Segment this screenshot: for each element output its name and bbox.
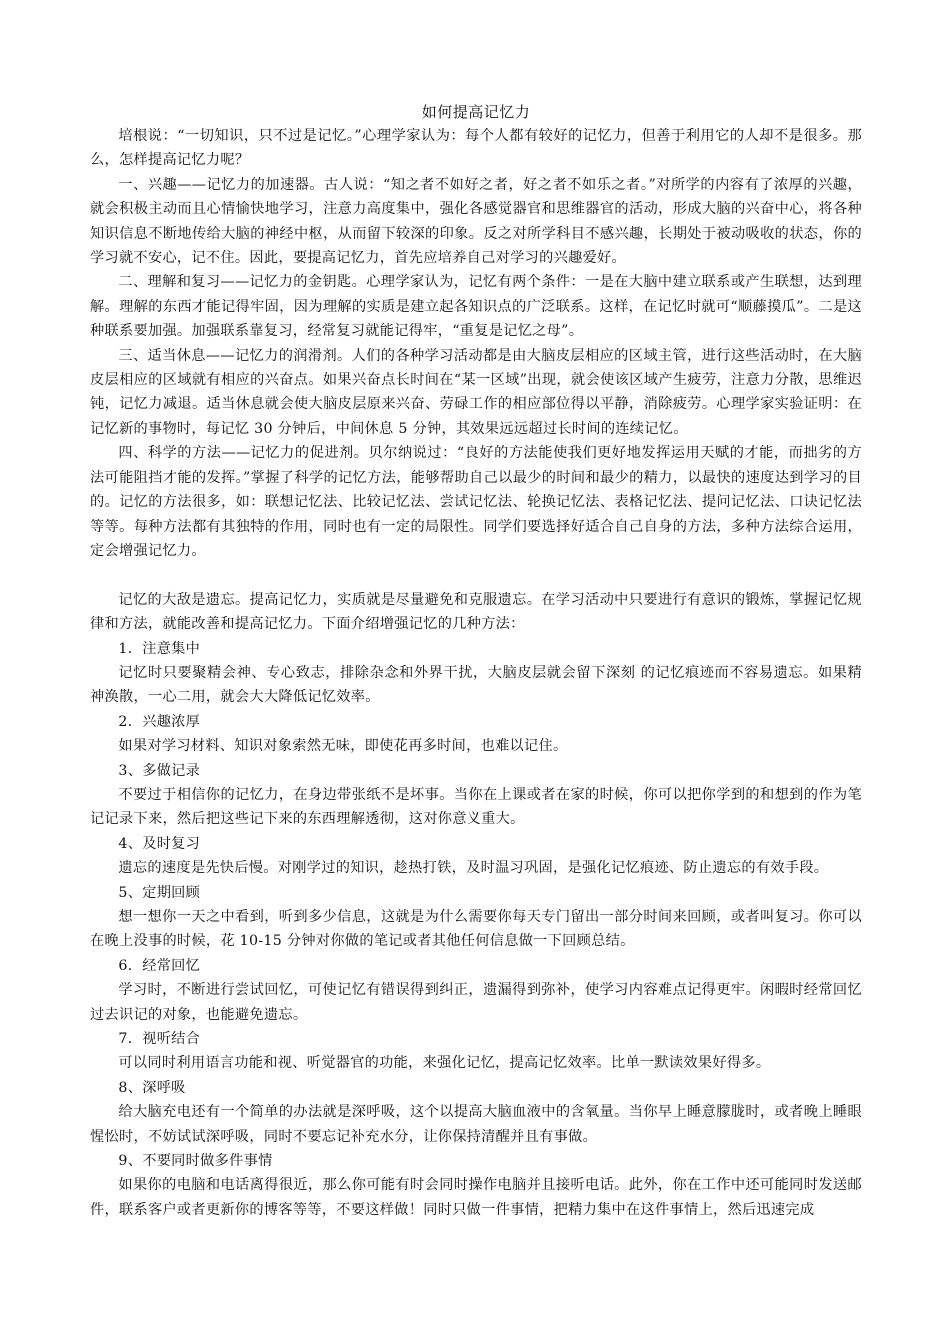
method-body: 可以同时利用语言功能和视、听觉器官的功能，来强化记忆，提高记忆效率。比单一默读效果好得多。 bbox=[118, 1055, 771, 1072]
method-body: 遗忘的速度是先快后慢。对刚学过的知识，趁热打铁，及时温习巩固，是强化记忆痕迹、防止遗忘的有效手段。 bbox=[118, 860, 829, 877]
method-body: 不要过于相信你的记忆力，在身边带张纸不是坏事。当你在上课或者在家的时候，你可以把你学到的和想到的作为笔记记录下来，然后把这些记下来的东西理解透彻，这对你意义重大。 bbox=[90, 786, 862, 828]
method-body: 记忆时只要聚精会神、专心致志，排除杂念和外界干扰，大脑皮层就会留下深刻 的记忆痕迹而不容易遗忘。如果精神涣散，一心二用，就会大大降低记忆效率。 bbox=[90, 664, 862, 706]
document-title: 如何提高记忆力 bbox=[421, 103, 531, 121]
method-heading: 8、深呼吸 bbox=[118, 1079, 186, 1096]
method-body: 想一想你一天之中看到，听到多少信息，这就是为什么需要你每天专门留出一部分时间来回顾，或者叫复习。你可以在晚上没事的时候，花 10-15 分钟对你做的笔记或者其他任何信息做一下回顾总结。 bbox=[90, 908, 862, 950]
section-interest: 一、兴趣——记忆力的加速器。古人说：“知之者不如好之者，好之者不如乐之者。”对所学的内容有了浓厚的兴趣，就会积极主动而且心情愉快地学习，注意力高度集中，强化各感觉器官和思维器官的活动，形成大脑的兴奋中心，将各种知识信息不断地传给大脑的神经中枢，从而留下较深的印象。反之对所学科目不感兴趣，长期处于被动吸收的状态，你的学习就不安心，记不住。因此，要提高记忆力，首先应培养自己对学习的兴趣爱好。 bbox=[90, 176, 862, 267]
method-body: 学习时，不断进行尝试回忆，可使记忆有错误得到纠正，遗漏得到弥补，使学习内容难点记得更牢。闲暇时经常回忆过去识记的对象，也能避免遗忘。 bbox=[90, 982, 862, 1023]
method-heading: 9、不要同时做多件事情 bbox=[118, 1153, 273, 1170]
method-heading: 2．兴趣浓厚 bbox=[118, 713, 201, 730]
section-rest: 三、适当休息——记忆力的润滑剂。人们的各种学习活动都是由大脑皮层相应的区域主管，进行这些活动时，在大脑皮层相应的区域就有相应的兴奋点。如果兴奋点长时间在“某一区域”出现，就会使该区域产生疲劳，注意力分散，思维迟钝，记忆力减退。适当休息就会使大脑皮层原来兴奋、劳碌工作的相应部位得以平静，消除疲劳。心理学家实验证明：在记忆新的事物时，每记忆 30 分钟后，中间休息 5 分钟，其效果远远超过长时间的连续记忆。 bbox=[90, 347, 862, 437]
document-page bbox=[90, 100, 862, 1222]
method-body: 如果对学习材料、知识对象索然无味，即使花再多时间，也难以记住。 bbox=[118, 738, 568, 755]
method-heading: 7．视听结合 bbox=[118, 1031, 201, 1048]
method-heading: 5、定期回顾 bbox=[118, 884, 201, 901]
intro-paragraph: 培根说：“一切知识，只不过是记忆。”心理学家认为：每个人都有较好的记忆力，但善于利用它的人却不是很多。那么，怎样提高记忆力呢？ bbox=[90, 128, 862, 169]
section-understanding-review: 二、理解和复习——记忆力的金钥匙。心理学家认为，记忆有两个条件：一是在大脑中建立联系或产生联想，达到理解。理解的东西才能记得牢固，因为理解的实质是建立起各知识点的广泛联系。这样，在记忆时就可“顺藤摸瓜”。二是这种联系要加强。加强联系靠复习，经常复习就能记得牢，“重复是记忆之母”。 bbox=[90, 274, 862, 340]
method-heading: 3、多做记录 bbox=[118, 762, 201, 779]
method-heading: 6．经常回忆 bbox=[118, 957, 201, 974]
paragraph-gap bbox=[90, 563, 862, 587]
method-body: 给大脑充电还有一个简单的办法就是深呼吸，这个以提高大脑血液中的含氧量。当你早上睡意朦胧时，或者晚上睡眼惺忪时，不妨试试深呼吸，同时不要忘记补充水分，让你保持清醒并且有事做。 bbox=[90, 1104, 862, 1145]
method-body: 如果你的电脑和电话离得很近，那么你可能有时会同时操作电脑并且接听电话。此外，你在工作中还可能同时发送邮件，联系客户或者更新你的博客等等，不要这样做！同时只做一件事情，把精力集中在这件事情上，然后迅速完成 bbox=[90, 1177, 862, 1218]
section-scientific-method: 四、科学的方法——记忆力的促进剂。贝尔纳说过：“良好的方法能使我们更好地发挥运用天赋的才能，而拙劣的方法可能阻挡才能的发挥。”掌握了科学的记忆方法，能够帮助自己以最少的时间和最少的精力，以最快的速度达到学习的目的。记忆的方法很多，如：联想记忆法、比较记忆法、尝试记忆法、轮换记忆法、表格记忆法、提问记忆法、口诀记忆法等等。每种方法都有其独特的作用，同时也有一定的局限性。同学们要选择好适合自己自身的方法，多种方法综合运用，定会增强记忆力。 bbox=[90, 445, 862, 559]
method-heading: 4、及时复习 bbox=[118, 835, 201, 852]
part2-intro: 记忆的大敌是遗忘。提高记忆力，实质就是尽量避免和克服遗忘。在学习活动中只要进行有意识的锻炼，掌握记忆规律和方法，就能改善和提高记忆力。下面介绍增强记忆的几种方法： bbox=[90, 591, 862, 633]
method-heading: 1．注意集中 bbox=[118, 640, 201, 657]
